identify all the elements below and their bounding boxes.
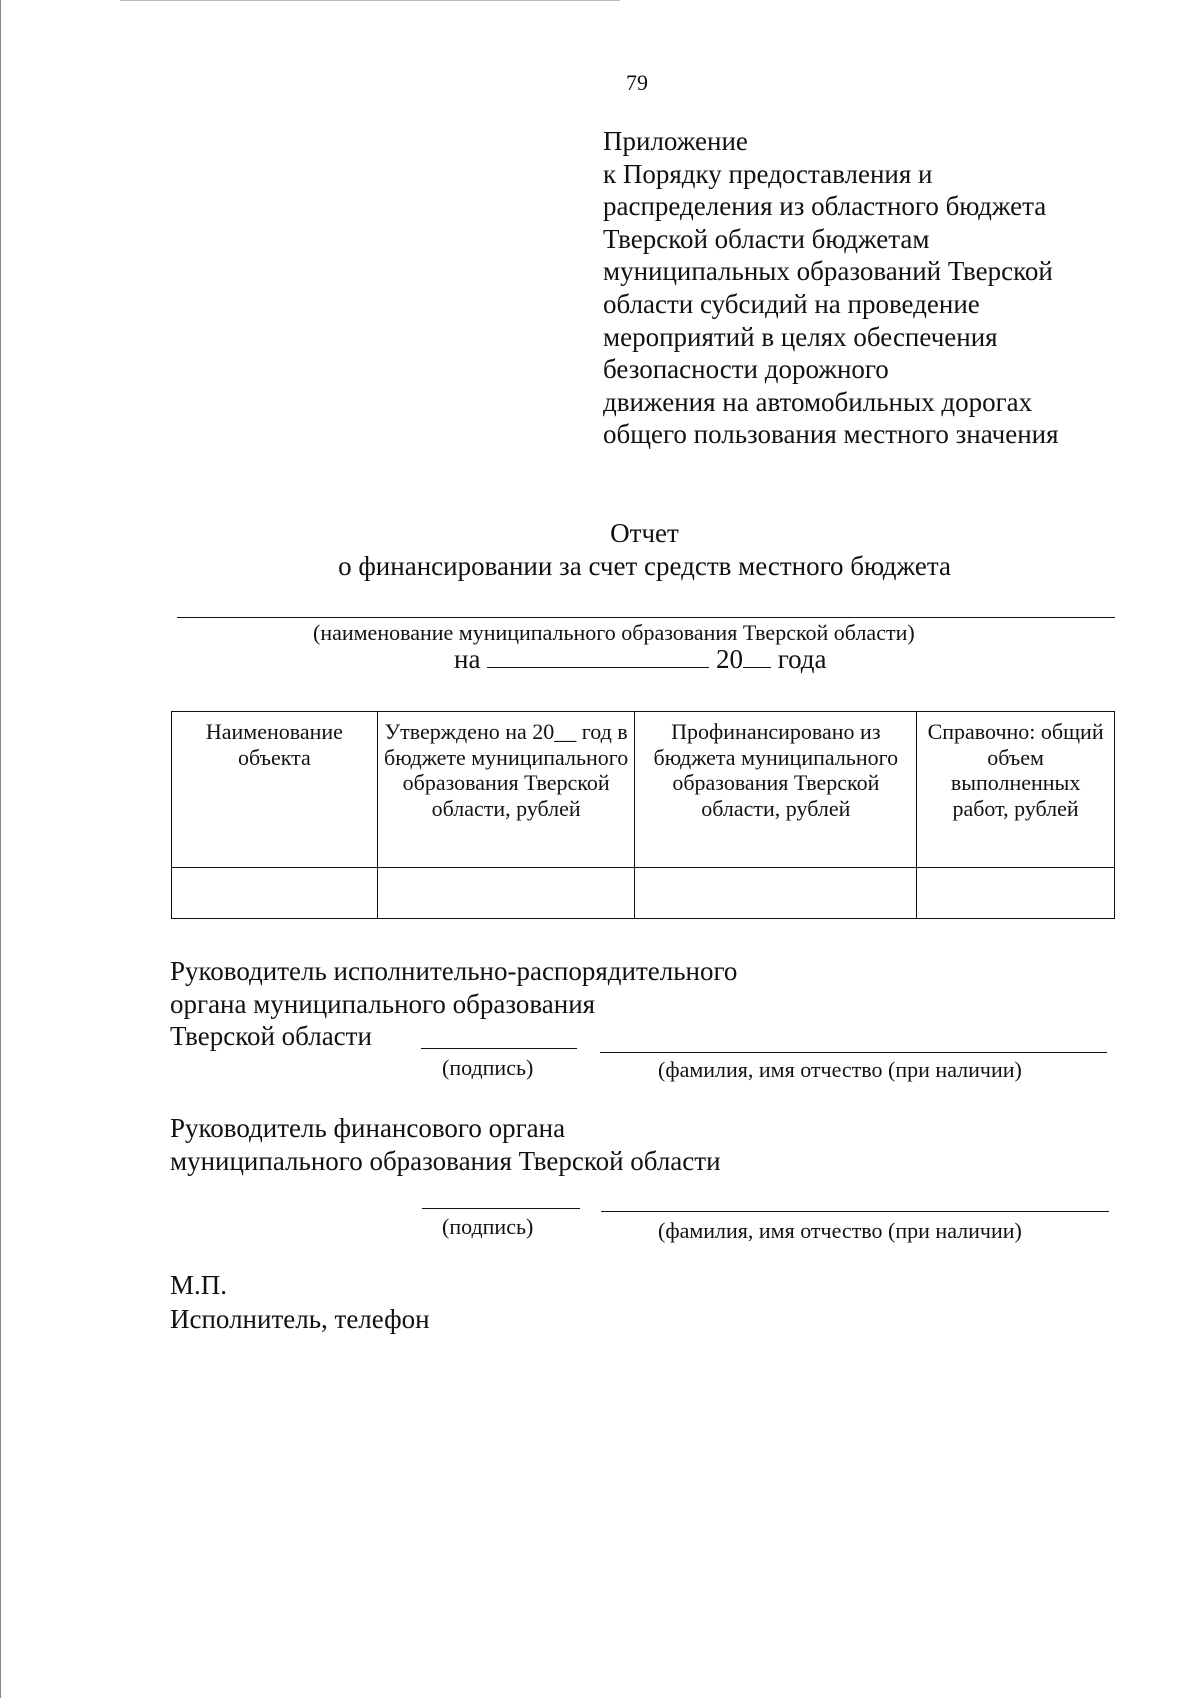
municipality-name-line xyxy=(177,617,1115,618)
header-reference: Справочно: общий объем выполненных работ, рублей xyxy=(917,712,1115,868)
year-prefix: 20 xyxy=(715,644,743,674)
signature1-line: Тверской области xyxy=(170,1021,372,1052)
signature1-sign-line xyxy=(421,1048,577,1049)
date-blank xyxy=(487,645,709,668)
page-number: 79 xyxy=(626,70,648,95)
header-object-name: Наименование объекта xyxy=(172,712,378,868)
appendix-line: Тверской области бюджетам xyxy=(603,223,930,254)
report-date-row xyxy=(454,644,827,675)
signature2-line: муниципального образования Тверской области xyxy=(170,1145,721,1176)
appendix-line: общего пользования местного значения xyxy=(603,419,1059,450)
appendix-header xyxy=(603,125,1123,451)
signature2-sign-caption: (подпись) xyxy=(442,1214,534,1239)
report-title: Отчет xyxy=(610,518,679,548)
table-cell xyxy=(172,868,378,919)
signature1-line: Руководитель исполнительно-распорядительного xyxy=(170,956,738,986)
signature2-sign-line xyxy=(422,1208,580,1209)
signature2-title xyxy=(170,1112,721,1177)
scan-edge-top xyxy=(120,0,620,1)
table-header-row xyxy=(172,712,1115,868)
year-suffix: года xyxy=(777,644,827,674)
appendix-line: к Порядку предоставления и xyxy=(603,158,933,189)
executor-label: Исполнитель, телефон xyxy=(170,1304,430,1334)
stamp-label: М.П. xyxy=(170,1270,228,1300)
appendix-line: муниципальных образований Тверской xyxy=(603,256,1053,287)
header-financed: Профинансировано из бюджета муниципального образования Тверской области, рублей xyxy=(635,712,917,868)
scan-edge-left xyxy=(0,0,1,1698)
signature1-title xyxy=(170,955,737,1053)
signature2-line: Руководитель финансового органа xyxy=(170,1113,566,1143)
appendix-line: движения на автомобильных дорогах xyxy=(603,386,1033,417)
appendix-line: мероприятий в целях обеспечения xyxy=(603,321,998,352)
report-table xyxy=(171,711,1115,919)
table-row xyxy=(172,868,1115,919)
table-cell xyxy=(377,868,635,919)
signature1-sign-caption: (подпись) xyxy=(442,1055,534,1080)
appendix-line: безопасности дорожного xyxy=(603,354,889,385)
table-cell xyxy=(635,868,917,919)
table-cell xyxy=(917,868,1115,919)
date-prefix: на xyxy=(454,644,481,674)
header-approved: Утверждено на 20__ год в бюджете муниципального образования Тверской области, рублей xyxy=(377,712,635,868)
signature1-line: органа муниципального образования xyxy=(170,988,596,1019)
signature1-name-caption: (фамилия, имя отчество (при наличии) xyxy=(658,1057,1022,1082)
signature1-name-line xyxy=(600,1052,1107,1053)
appendix-line: Приложение xyxy=(603,126,748,156)
appendix-line: распределения из областного бюджета xyxy=(603,191,1047,222)
footer xyxy=(170,1268,430,1336)
signature2-name-caption: (фамилия, имя отчество (при наличии) xyxy=(658,1218,1022,1243)
appendix-line: области субсидий на проведение xyxy=(603,288,980,319)
year-blank xyxy=(743,645,771,668)
municipality-caption: (наименование муниципального образования Тверской области) xyxy=(313,620,915,645)
report-subtitle: о финансировании за счет средств местного бюджета xyxy=(338,551,951,581)
signature2-name-line xyxy=(601,1211,1109,1212)
